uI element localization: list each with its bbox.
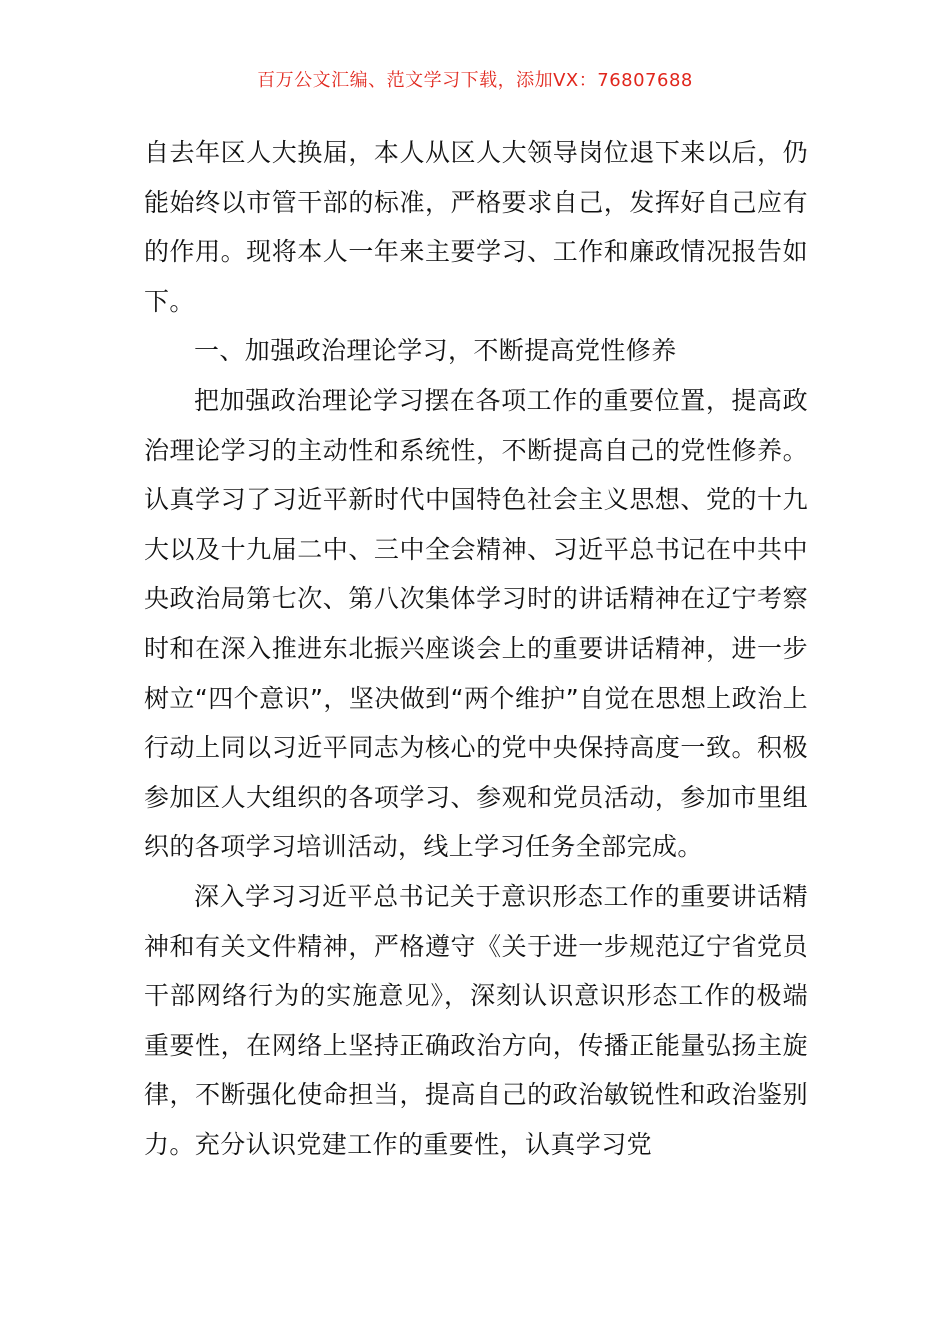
section-heading-1: 一、加强政治理论学习，不断提高党性修养 bbox=[194, 336, 677, 366]
document-body bbox=[144, 128, 808, 1169]
download-notice-header: 百万公文汇编、范文学习下载，添加VX：76807688 bbox=[257, 70, 693, 91]
paragraph-ideology-work: 深入学习习近平总书记关于意识形态工作的重要讲话精神和有关文件精神，严格遵守《关于进一步规范辽宁省党员干部网络行为的实施意见》，深刻认识意识形态工作的极端重要性，在网络上坚持正确政治方向，传播正能量弘扬主旋律，不断强化使命担当，提高自己的政治敏锐性和政治鉴别力。充分认识党建工作的重要性，认真学习党 bbox=[144, 881, 808, 1159]
paragraph-intro: 自去年区人大换届，本人从区人大领导岗位退下来以后，仍能始终以市管干部的标准，严格要求自己，发挥好自己应有的作用。现将本人一年来主要学习、工作和廉政情况报告如下。 bbox=[144, 138, 808, 316]
paragraph-political-study: 把加强政治理论学习摆在各项工作的重要位置，提高政治理论学习的主动性和系统性，不断提高自己的党性修养。认真学习了习近平新时代中国特色社会主义思想、党的十九大以及十九届二中、三中全会精神、习近平总书记在中共中央政治局第七次、第八次集体学习时的讲话精神在辽宁考察时和在深入推进东北振兴座谈会上的重要讲话精神，进一步树立“四个意识”，坚决做到“两个维护”自觉在思想上政治上行动上同以习近平同志为核心的党中央保持高度一致。积极参加区人大组织的各项学习、参观和党员活动，参加市里组织的各项学习培训活动，线上学习任务全部完成。 bbox=[144, 385, 808, 862]
